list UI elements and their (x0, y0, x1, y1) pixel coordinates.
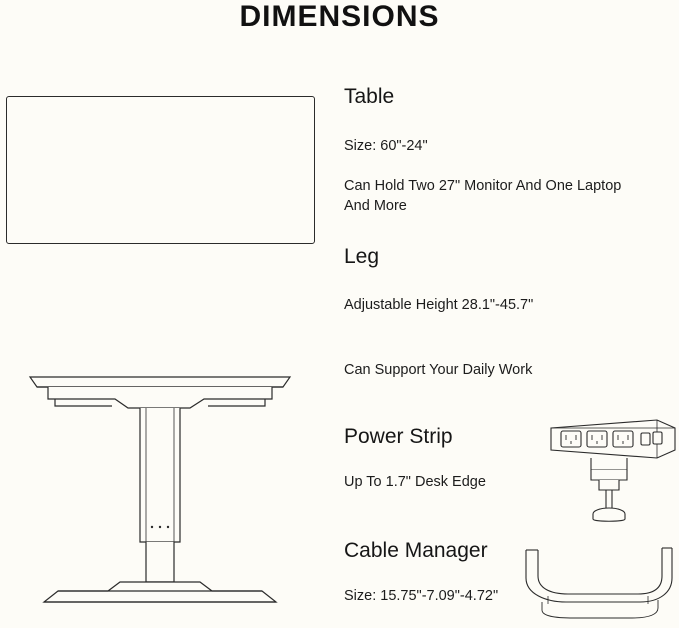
power-strip-illustration (547, 406, 679, 531)
desk-frame-front-view-illustration (0, 280, 320, 607)
section-heading-power-strip: Power Strip (344, 425, 453, 448)
power-strip-edge-text: Up To 1.7" Desk Edge (344, 474, 486, 490)
leg-adjustable-height-text: Adjustable Height 28.1"-45.7" (344, 297, 534, 313)
cable-manager-illustration (520, 538, 679, 628)
cable-manager-size-text: Size: 15.75"-7.09"-4.72" (344, 588, 499, 604)
table-capacity-text: Can Hold Two 27" Monitor And One Laptop And More (344, 178, 622, 214)
leg-support-text: Can Support Your Daily Work (344, 362, 533, 378)
tabletop-top-view-illustration (6, 96, 315, 244)
table-size-text: Size: 60"-24" (344, 138, 428, 154)
illustration-column (0, 80, 320, 607)
specs-column (342, 76, 679, 607)
page-title: DIMENSIONS (239, 0, 440, 33)
section-heading-cable-manager: Cable Manager (344, 539, 488, 562)
section-heading-table: Table (344, 85, 395, 108)
section-heading-leg: Leg (344, 245, 380, 268)
